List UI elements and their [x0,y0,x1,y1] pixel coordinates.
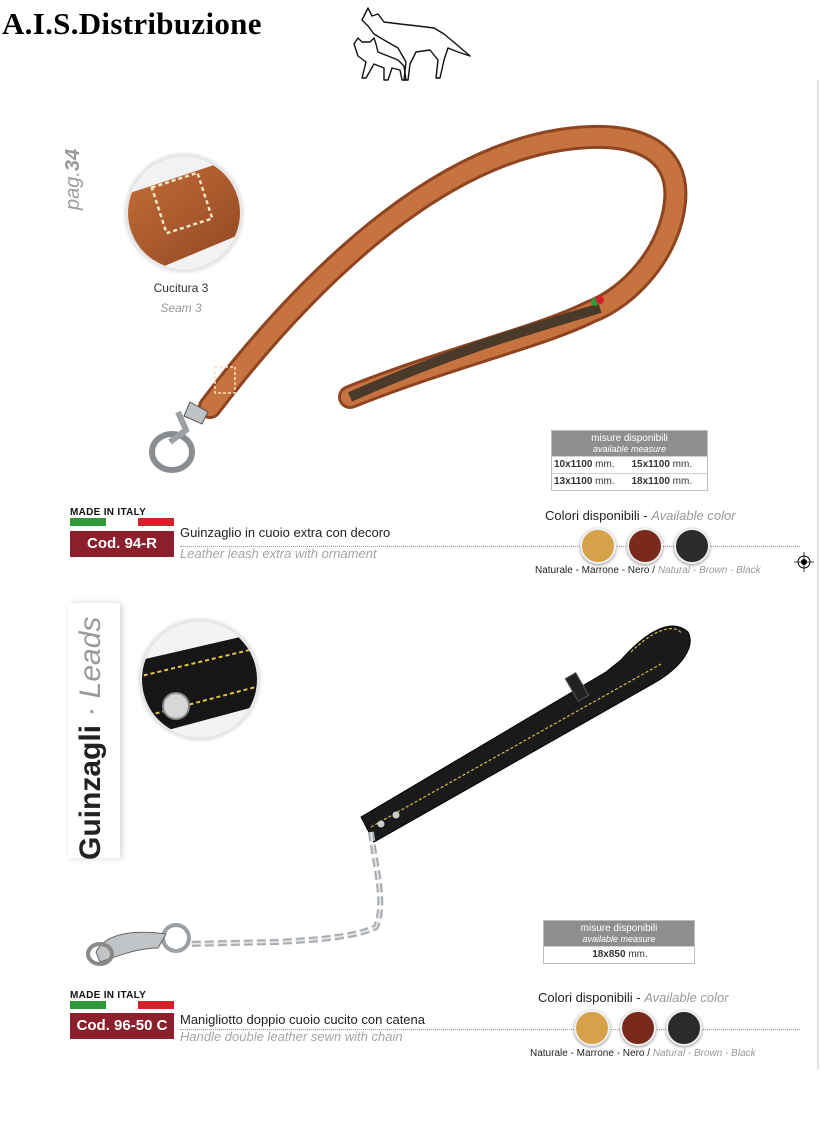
italy-flag-icon [70,518,174,526]
size-cell: 13x1100 mm. [554,476,615,487]
sizes-title-en: available measure [592,444,667,454]
section-title-en: Leads [74,616,107,699]
dog-cat-outline-icon [348,4,474,84]
size-cell: 18x1100 mm. [631,476,693,487]
color-swatch-brown [620,1010,656,1046]
color-swatch-black [666,1010,702,1046]
made-in-italy-label: MADE IN ITALY [70,990,147,1001]
product-code-1: Cod. 94-R [70,531,174,557]
color-swatch-brown [627,528,663,564]
sizes-table-2-header [544,921,694,946]
sizes-table-2 [543,920,695,964]
product-desc-it-1: Guinzaglio in cuoio extra con decoro [180,525,391,540]
color-names-1: Naturale - Marrone - Nero / Natural - Brown - Black [535,565,761,576]
sizes-table-1 [551,430,708,491]
section-title-separator: · [74,706,107,717]
color-swatch-natural [574,1010,610,1046]
color-swatch-black [674,528,710,564]
colors-heading-1: Colori disponibili - Available color [545,508,736,523]
brand-title: A.I.S.Distribuzione [2,6,262,41]
sizes-title-it: misure disponibili [591,433,668,444]
size-cell: 10x1100 mm. [554,459,615,470]
right-edge-rule [817,80,819,1070]
detail-caption-it: Cucitura 3 [153,281,209,295]
registration-mark-icon [794,552,814,572]
table-row [552,473,707,490]
product-desc-en-1: Leather leash extra with ornament [180,546,377,561]
table-row [544,946,694,963]
product-desc-en-2: Handle double leather sewn with chain [180,1029,403,1044]
sizes-title-en: available measure [582,934,656,944]
color-swatch-natural [580,528,616,564]
size-cell: 15x1100 mm. [631,459,693,470]
italy-flag-icon [70,1001,174,1009]
sizes-table-1-header [552,431,707,456]
product-code-2: Cod. 96-50 C [70,1013,174,1039]
product-desc-it-2: Manigliotto doppio cuoio cucito con catena [180,1012,425,1027]
section-title-it: Guinzagli [74,725,107,860]
size-cell: 18x850 mm. [592,949,648,960]
page-number: 34 [62,148,84,172]
sizes-title-it: misure disponibili [580,923,658,934]
page-label-prefix: pag. [62,171,84,210]
made-in-italy-label: MADE IN ITALY [70,507,147,518]
table-row [552,456,707,473]
page-label [62,149,85,210]
colors-heading-2: Colori disponibili - Available color [538,990,729,1005]
color-names-2: Naturale - Marrone - Nero / Natural - Brown - Black [530,1048,756,1059]
detail-caption-en: Seam 3 [160,301,202,315]
